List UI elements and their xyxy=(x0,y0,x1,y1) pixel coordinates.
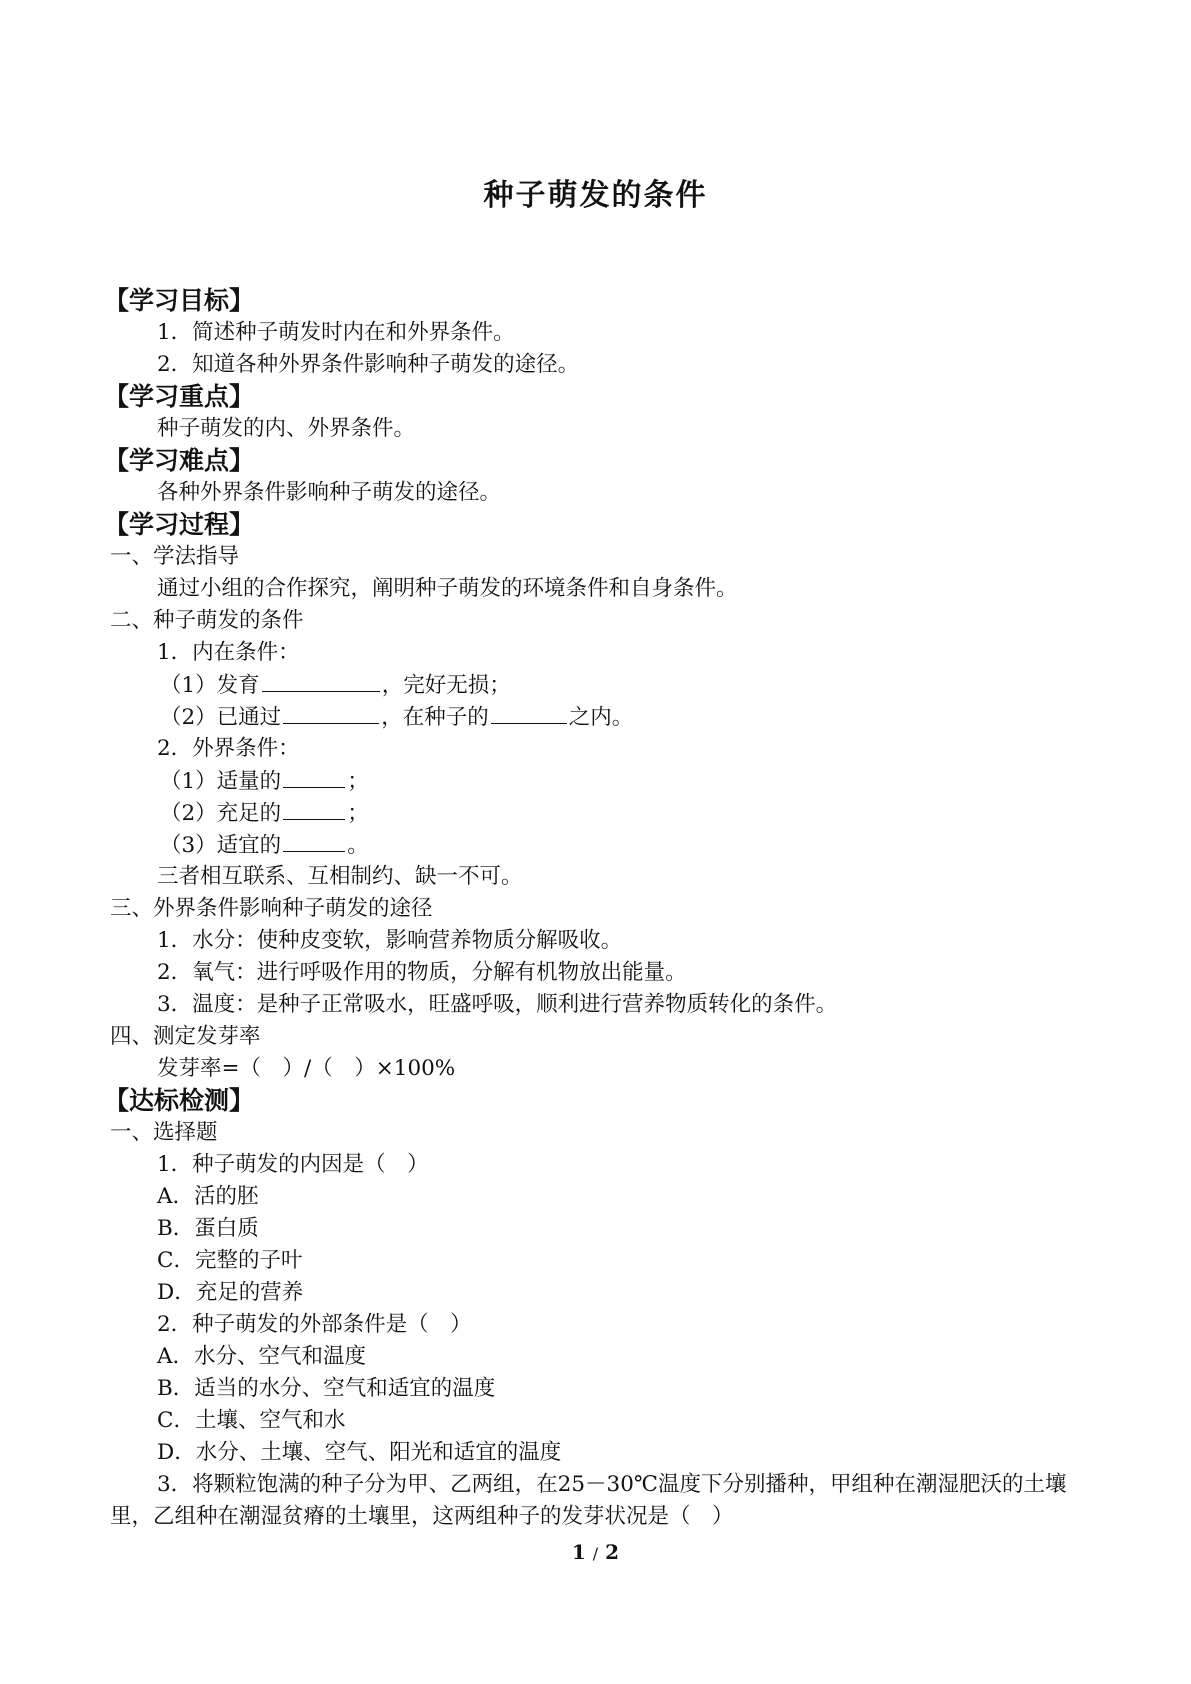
objectives-heading: 【学习目标】 xyxy=(104,286,255,315)
fill-line xyxy=(110,797,1100,829)
test-subheading: 一、选择题 xyxy=(110,1120,218,1145)
keypoints-text: 种子萌发的内、外界条件。 xyxy=(157,416,416,441)
internal-conditions-title: 1．内在条件： xyxy=(157,640,300,665)
pathway-item: 3．温度：是种子正常吸水，旺盛呼吸，顺利进行营养物质转化的条件。 xyxy=(157,992,838,1017)
answer-blank[interactable] xyxy=(283,701,379,724)
question-option: A．活的胚 xyxy=(157,1184,259,1209)
document-title: 种子萌发的条件 xyxy=(483,178,708,213)
answer-blank[interactable] xyxy=(491,701,567,724)
fill-text: ，在种子的 xyxy=(381,705,489,730)
fill-line xyxy=(110,765,1100,797)
fill-text: （2）充足的 xyxy=(160,801,282,826)
difficulties-heading: 【学习难点】 xyxy=(104,446,255,475)
process-heading: 【学习过程】 xyxy=(104,510,255,539)
question-option: C．完整的子叶 xyxy=(157,1248,303,1273)
pathway-item: 1．水分：使种皮变软，影响营养物质分解吸收。 xyxy=(157,928,623,953)
fill-text: 。 xyxy=(347,833,369,858)
question-stem: 2．种子萌发的外部条件是（ ） xyxy=(157,1312,472,1337)
germination-formula: 发芽率=（ ）/（ ）×100% xyxy=(157,1056,456,1081)
fill-line xyxy=(110,829,1100,861)
page-current: 1 xyxy=(571,1540,586,1564)
objective-item: 2．知道各种外界条件影响种子萌发的途径。 xyxy=(157,352,580,377)
fill-text: （3）适宜的 xyxy=(160,833,282,858)
question-option: C．土壤、空气和水 xyxy=(157,1408,346,1433)
external-conditions-title: 2．外界条件： xyxy=(157,736,300,761)
fill-text: ； xyxy=(347,769,369,794)
fill-text: （1）适量的 xyxy=(160,769,282,794)
section-title: 四、测定发芽率 xyxy=(110,1024,261,1049)
pathway-item: 2．氧气：进行呼吸作用的物质，分解有机物放出能量。 xyxy=(157,960,687,985)
answer-blank[interactable] xyxy=(283,765,345,788)
fill-text: ，完好无损； xyxy=(381,673,511,698)
document-body xyxy=(104,285,1100,1533)
question-option: B．蛋白质 xyxy=(157,1216,259,1241)
fill-text: （1）发育 xyxy=(160,673,260,698)
question-stem: 3．将颗粒饱满的种子分为甲、乙两组，在25－30℃温度下分别播种，甲组种在潮湿肥沃的土壤里，乙组种在潮湿贫瘠的土壤里，这两组种子的发芽状况是（ ） xyxy=(110,1472,1067,1529)
question-option: A．水分、空气和温度 xyxy=(157,1344,367,1369)
test-heading: 【达标检测】 xyxy=(104,1086,255,1115)
fill-text: （2）已通过 xyxy=(160,705,282,730)
answer-blank[interactable] xyxy=(283,829,345,852)
section-text: 通过小组的合作探究，阐明种子萌发的环境条件和自身条件。 xyxy=(157,576,738,601)
section-title: 二、种子萌发的条件 xyxy=(110,608,304,633)
section-title: 三、外界条件影响种子萌发的途径 xyxy=(110,896,433,921)
page-number xyxy=(0,1540,1191,1564)
fill-text: 之内。 xyxy=(568,705,634,730)
fill-line xyxy=(110,669,1100,701)
keypoints-heading: 【学习重点】 xyxy=(104,382,255,411)
section-title: 一、学法指导 xyxy=(110,544,240,569)
fill-line xyxy=(110,701,1100,733)
difficulties-text: 各种外界条件影响种子萌发的途径。 xyxy=(157,480,502,505)
answer-blank[interactable] xyxy=(283,797,345,820)
objective-item: 1．简述种子萌发时内在和外界条件。 xyxy=(157,320,515,345)
answer-blank[interactable] xyxy=(262,669,380,692)
page-total: 2 xyxy=(605,1540,620,1564)
question-stem: 1．种子萌发的内因是（ ） xyxy=(157,1152,429,1177)
question-option: D．水分、土壤、空气、阳光和适宜的温度 xyxy=(157,1440,562,1465)
question-option: D．充足的营养 xyxy=(157,1280,304,1305)
fill-text: ； xyxy=(347,801,369,826)
conditions-summary: 三者相互联系、互相制约、缺一不可。 xyxy=(157,864,523,889)
question-option: B．适当的水分、空气和适宜的温度 xyxy=(157,1376,496,1401)
page-separator: / xyxy=(592,1544,599,1563)
